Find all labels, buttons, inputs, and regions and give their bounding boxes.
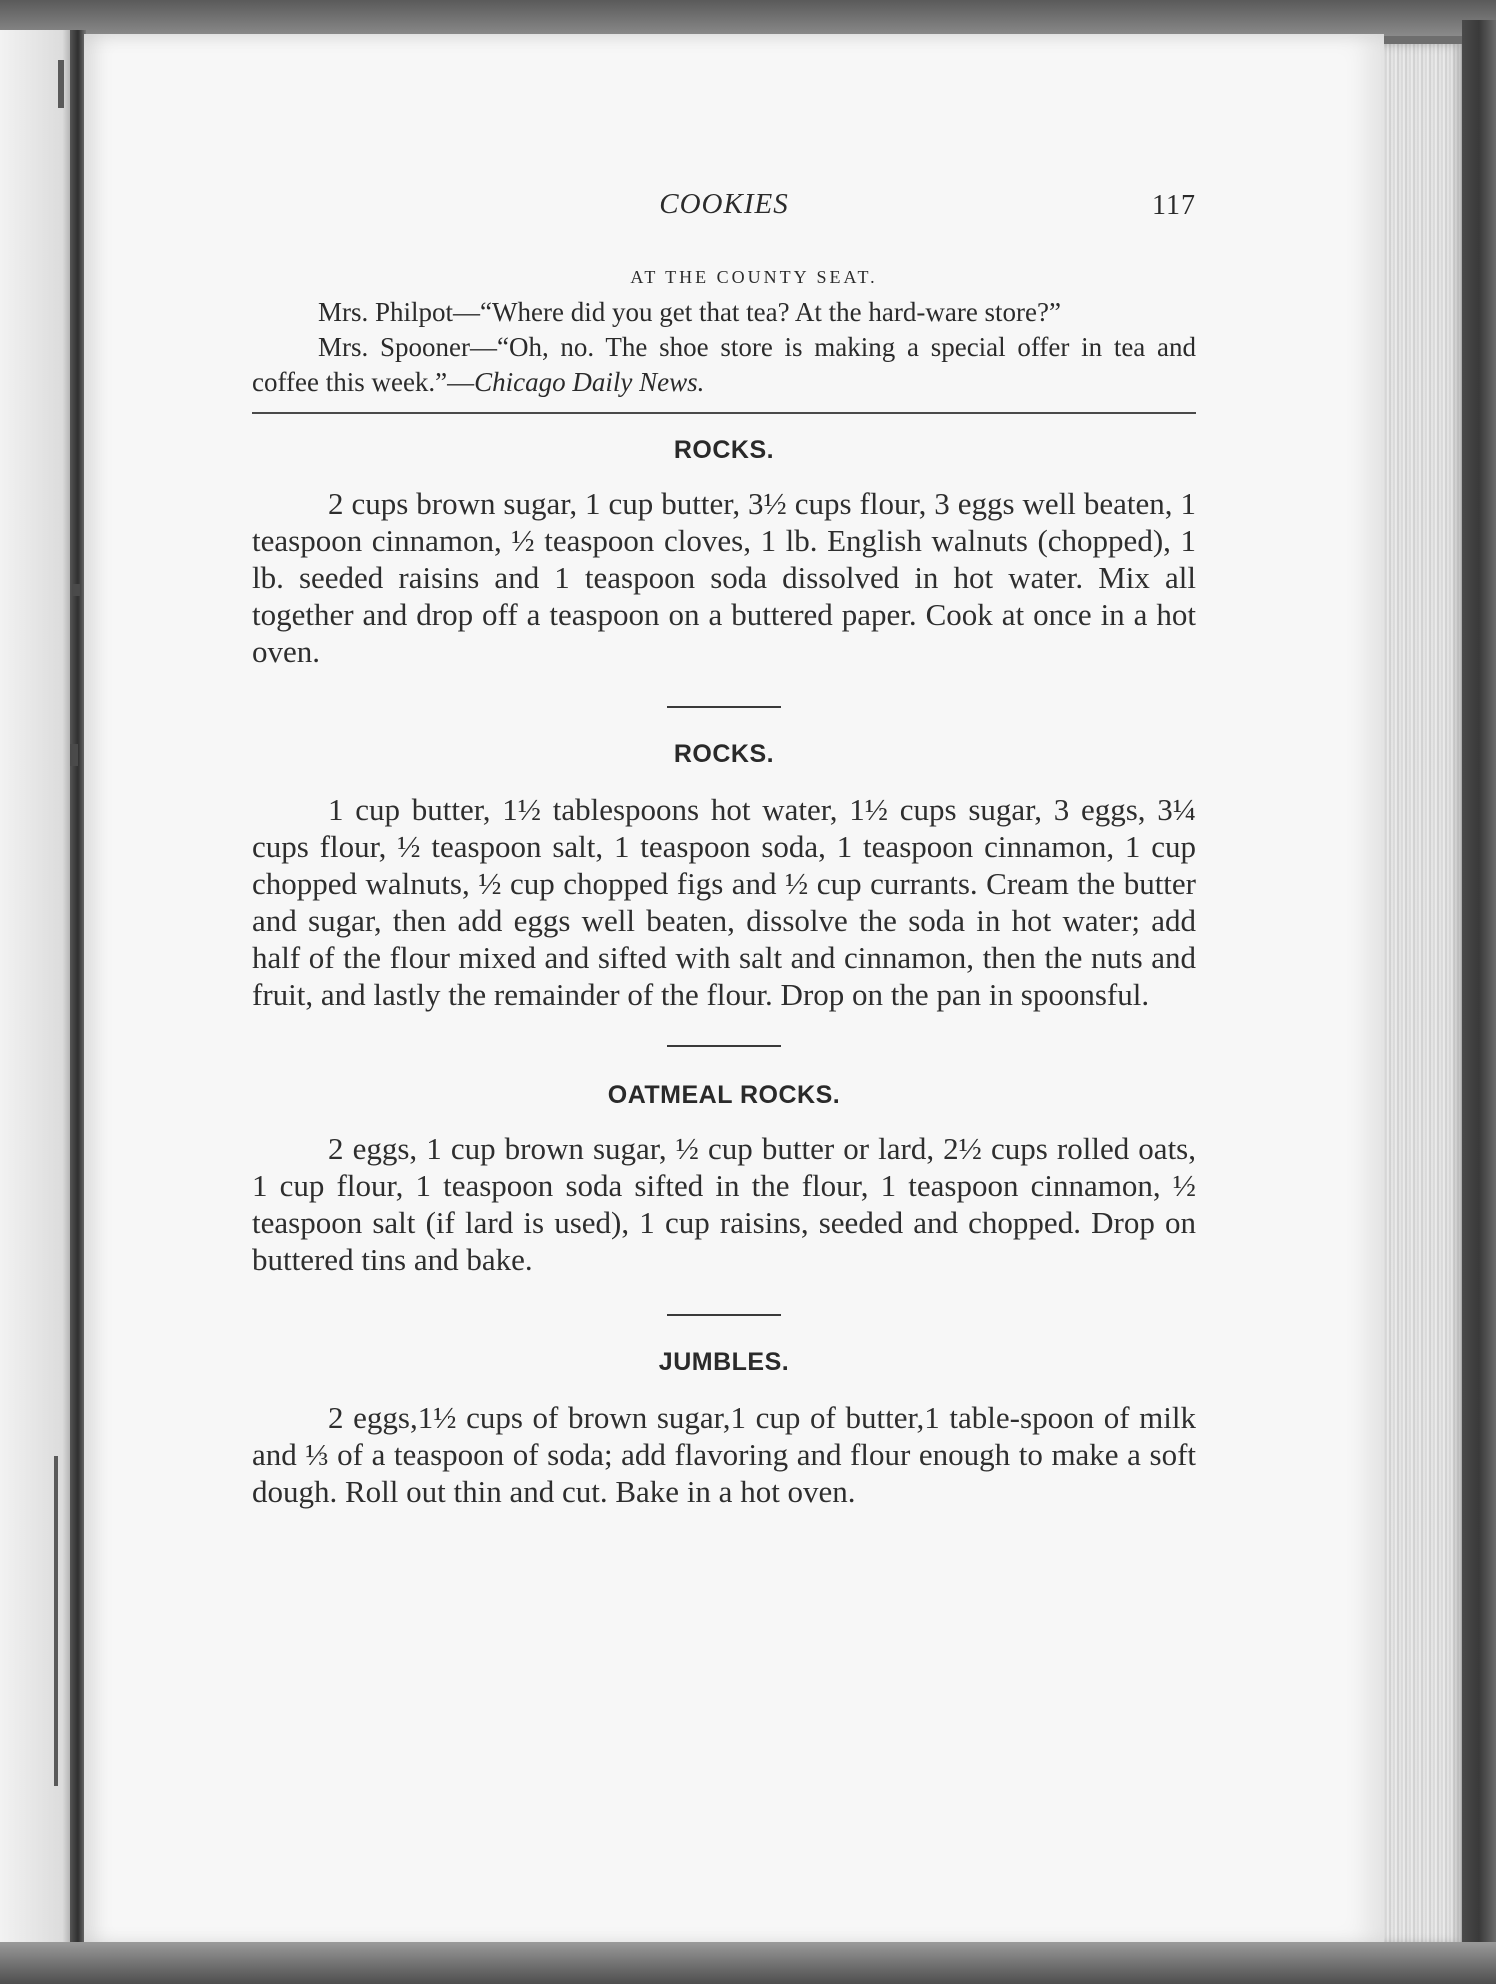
joke-line-spooner <box>252 330 1196 400</box>
facing-page-edge <box>0 30 78 1950</box>
recipe-body: 1 cup butter, 1½ tablespoons hot water, 1½ cups sugar, 3 eggs, 3¼ cups flour, ½ teaspoon salt, 1 teaspoon soda, 1 teaspoon cinnamon, 1 cup chopped walnuts, ½ cup chopped figs and ½ cup currants. Cream the butter and sugar, then add eggs well beaten, dissolve the soda in hot water; add half of the flour mixed and sifted with salt and cinnamon, then the nuts and fruit, and lastly the remainder of the flour. Drop on the pan in spoonsful. <box>252 792 1196 1012</box>
joke-line-spooner-text: Mrs. Spooner—“Oh, no. The shoe store is making a special offer in tea and coffee this week.”— <box>252 332 1196 397</box>
section-divider <box>667 1314 781 1316</box>
recipe-title: OATMEAL ROCKS. <box>607 1081 841 1109</box>
recipe-body: 2 eggs,1½ cups of brown sugar,1 cup of butter,1 table-spoon of milk and ⅓ of a teaspoon of soda; add flavoring and flour enough to make a soft dough. Roll out thin and cut. Bake in a hot oven. <box>252 1400 1196 1509</box>
recipe-body: 2 eggs, 1 cup brown sugar, ½ cup butter or lard, 2½ cups rolled oats, 1 cup flour, 1 teaspoon soda sifted in the flour, 1 teaspoon cinnamon, ½ teaspoon salt (if lard is used), 1 cup raisins, seeded and chopped. Drop on buttered tins and bake. <box>252 1131 1196 1277</box>
joke-block <box>252 260 1196 400</box>
page-text-block <box>252 186 1196 1510</box>
recipe-body: 2 cups brown sugar, 1 cup butter, 3½ cups flour, 3 eggs well beaten, 1 teaspoon cinnamon, ½ teaspoon cloves, 1 lb. English walnuts (chopped), 1 lb. seeded raisins and 1 teaspoon soda dissolved in hot water. Mix all together and drop off a teaspoon on a buttered paper. Cook at once in a hot oven. <box>252 486 1196 669</box>
scan-border-bottom <box>0 1942 1496 1984</box>
book-cover-edge <box>1462 20 1496 1980</box>
page-number: 117 <box>1152 190 1196 221</box>
running-header <box>252 186 1196 230</box>
joke-title: AT THE COUNTY SEAT. <box>630 267 878 287</box>
scan-mark <box>58 60 64 108</box>
joke-source: Chicago Daily News. <box>474 367 705 397</box>
joke-line-philpot: Mrs. Philpot—“Where did you get that tea? At the hard-ware store?” <box>318 297 1062 327</box>
recipe-title: ROCKS. <box>673 740 775 768</box>
recipe-title: JUMBLES. <box>658 1348 790 1376</box>
scan-mark <box>54 1456 58 1786</box>
scan-mark <box>72 584 80 596</box>
page-block-edges <box>1384 44 1464 1944</box>
scan-mark <box>70 744 78 766</box>
running-title: COOKIES <box>659 188 789 220</box>
scan-border-top <box>0 0 1496 36</box>
recipe-title: ROCKS. <box>673 436 775 464</box>
section-divider <box>667 706 781 708</box>
section-divider <box>667 1045 781 1047</box>
section-divider-full <box>252 412 1196 414</box>
